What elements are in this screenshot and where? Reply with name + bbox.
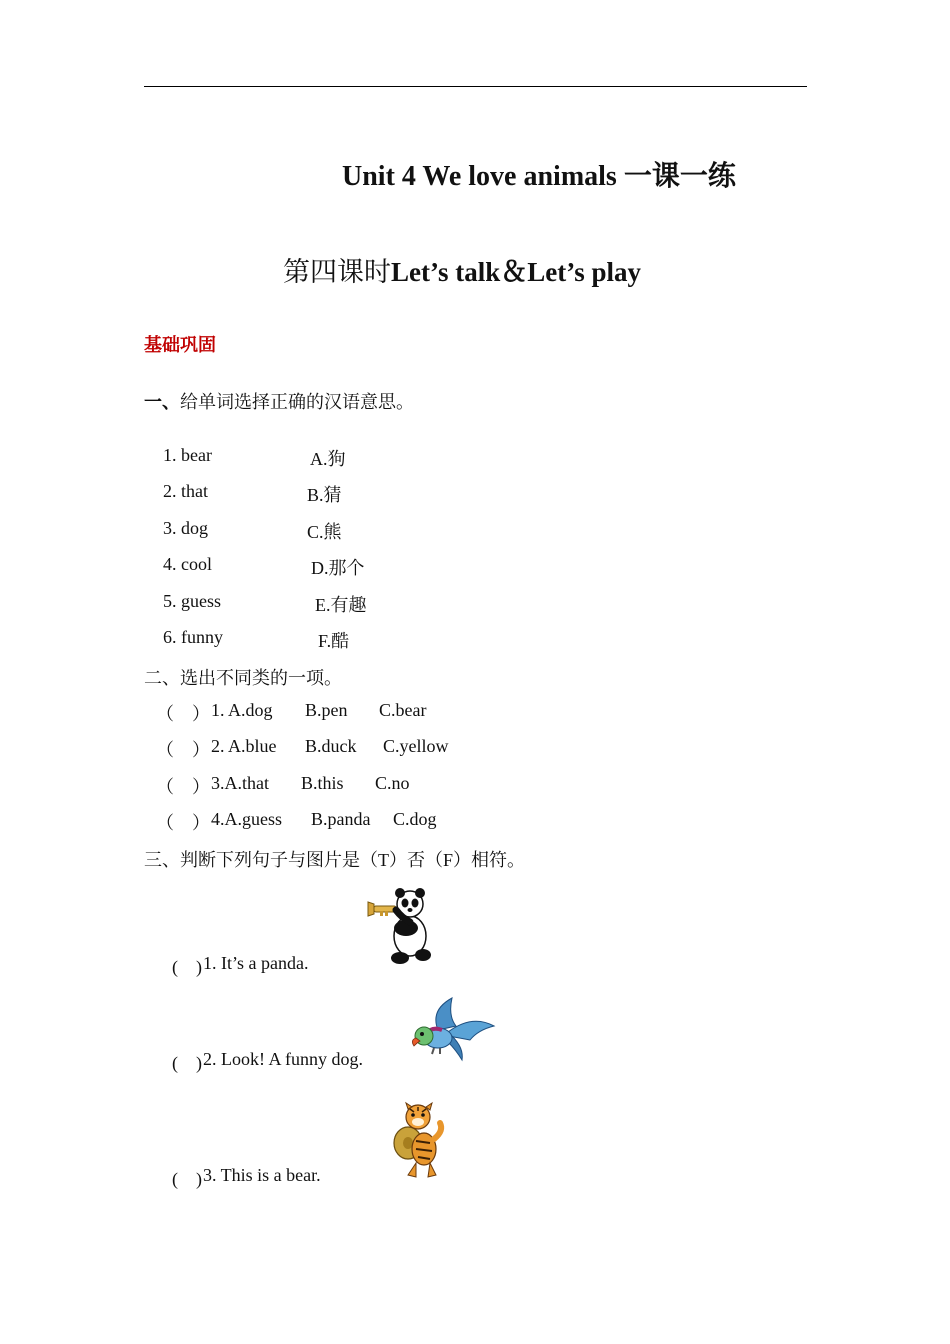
lesson-name: Let’s talk＆Let’s play [391,257,641,287]
page-title: Unit 4 We love animals 一课一练 [342,161,736,192]
part2-heading: 二、选出不同类的一项。 [144,668,342,688]
meaning-item: B.猜 [307,485,342,505]
answer-blank[interactable]: （ ） [156,704,210,724]
meaning-item: E.有趣 [315,595,367,615]
option-c: C.bear [379,700,427,720]
tf-statement: 1. It’s a panda. [203,953,309,973]
word-item: 1. bear [163,445,212,465]
word-item: 2. that [163,481,208,501]
option-c: C.dog [393,809,437,829]
word-item: 5. guess [163,591,221,611]
option-b: B.pen [305,700,348,720]
option-a: 2. A.blue [211,736,277,756]
answer-blank[interactable]: （ ） [156,740,210,760]
meaning-item: C.熊 [307,522,342,542]
section-label: 基础巩固 [144,335,216,355]
option-c: C.no [375,773,410,793]
answer-blank[interactable]: （ ） [156,777,210,797]
tf-blank[interactable]: ( ) [172,1053,202,1073]
option-c: C.yellow [383,736,449,756]
part1-heading [144,388,414,414]
word-item: 6. funny [163,627,223,647]
tf-blank[interactable]: ( ) [172,1169,202,1189]
tf-blank[interactable]: ( ) [172,957,202,977]
part1-instruction: 给单词选择正确的汉语意思。 [180,392,414,412]
meaning-item: A.狗 [310,449,346,469]
option-a: 4.A.guess [211,809,282,829]
lesson-prefix: 第四课时 [283,257,391,287]
header-rule [144,86,807,87]
panda-trumpet-icon [366,884,438,968]
word-item: 3. dog [163,518,208,538]
meaning-item: D.那个 [311,558,365,578]
lesson-title [283,250,641,289]
tf-statement: 3. This is a bear. [203,1165,321,1185]
word-item: 4. cool [163,554,212,574]
option-a: 3.A.that [211,773,269,793]
answer-blank[interactable]: （ ） [156,813,210,833]
option-b: B.panda [311,809,371,829]
part3-heading: 三、判断下列句子与图片是（T）否（F）相符。 [144,850,526,870]
option-b: B.duck [305,736,357,756]
part1-number: 一、 [144,392,180,412]
tf-statement: 2. Look! A funny dog. [203,1049,363,1069]
option-a: 1. A.dog [211,700,273,720]
parrot-icon [408,996,496,1064]
option-b: B.this [301,773,344,793]
meaning-item: F.酷 [318,631,350,651]
tiger-cymbal-icon [390,1103,446,1181]
